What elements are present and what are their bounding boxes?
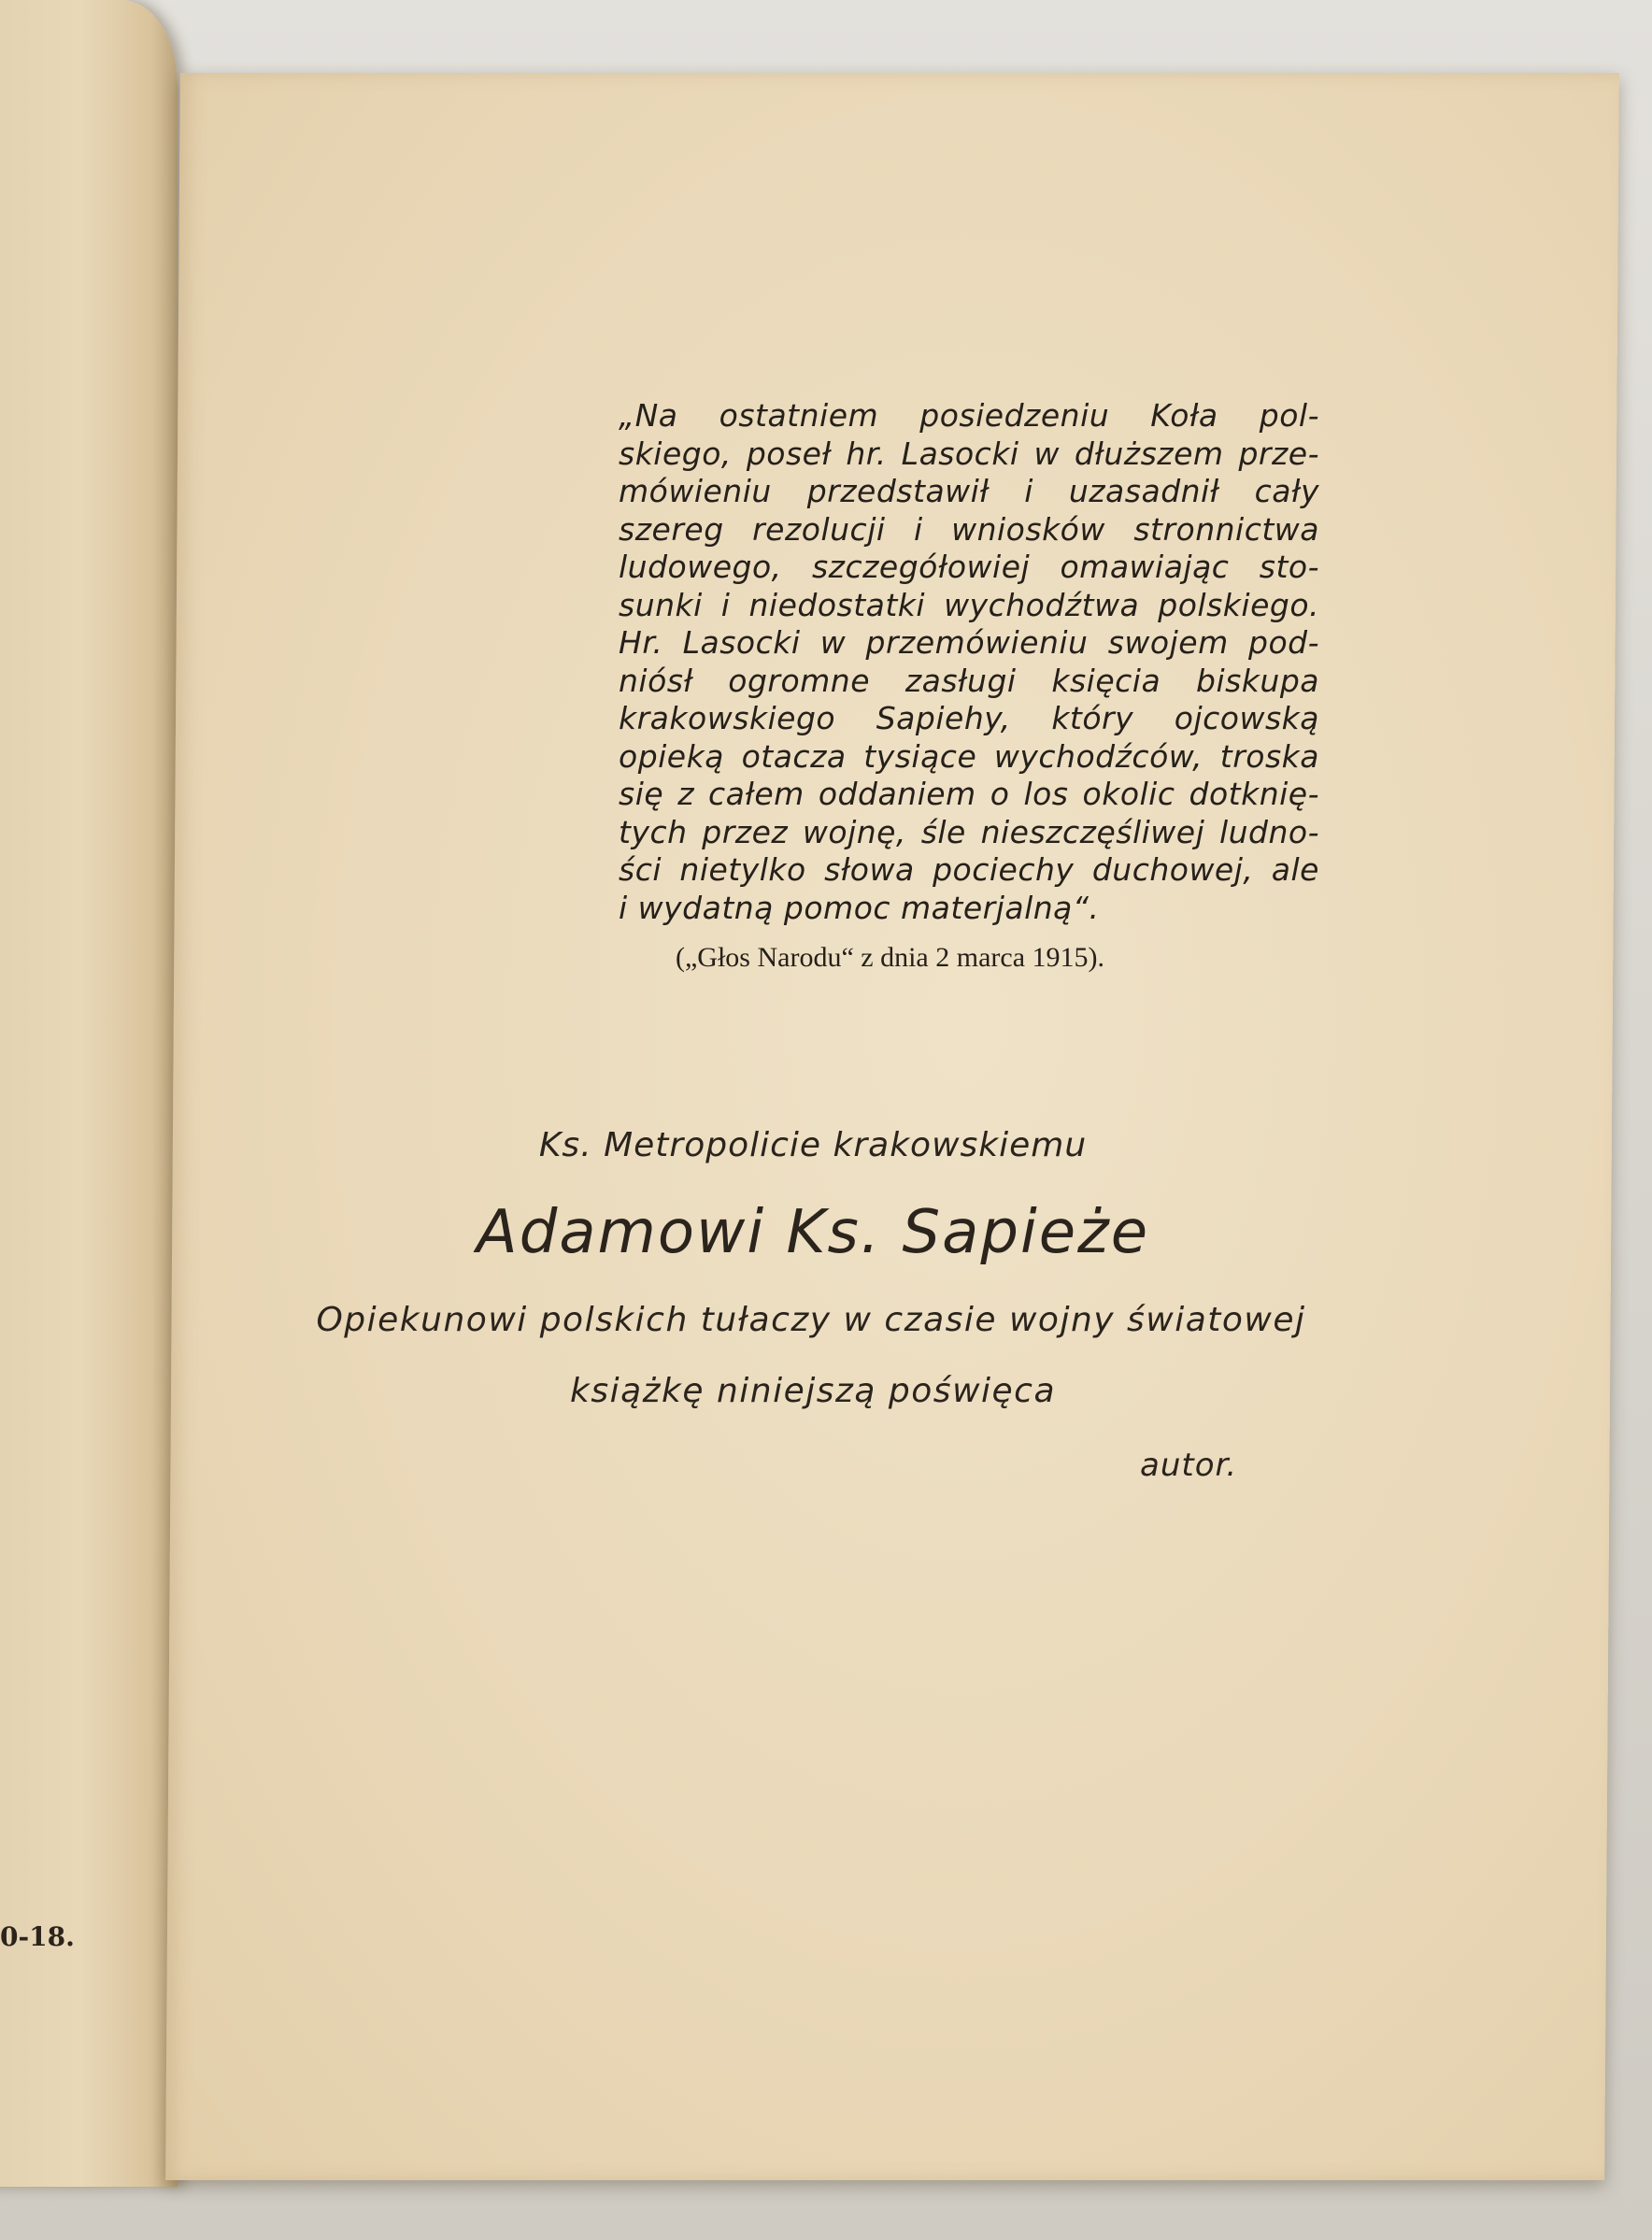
quote-line: opieką otacza tysiące wychodźców, troska <box>619 737 1319 775</box>
quote-line: mówieniu przedstawił i uzasadnił cały <box>619 473 1319 509</box>
quote-line: krakowskiego Sapiehy, który ojcowską <box>619 700 1319 736</box>
dedication-recipient-title: Ks. Metropolicie krakowskiemu <box>538 1126 1088 1164</box>
quote-source: („Głos Narodu“ z dnia 2 marca 1915). <box>676 942 1104 973</box>
quote-line: szereg rezolucji i wniosków stronnictwa <box>619 510 1319 548</box>
quote-block <box>619 397 1319 927</box>
quote-line: tych przez wojnę, śle nieszczęśliwej ludno- <box>619 813 1319 850</box>
quote-line: „Na ostatniem posiedzeniu Koła pol- <box>619 397 1319 434</box>
quote-line: i wydatną pomoc materjalną“. <box>619 889 1100 926</box>
quote-line: się z całem oddaniem o los okolic dotknię- <box>619 776 1319 812</box>
quote-line: Hr. Lasocki w przemówieniu swojem pod- <box>619 624 1319 661</box>
quote-line: skiego, poseł hr. Lasocki w dłuższem prze- <box>619 435 1319 472</box>
quote-line: niósł ogromne zasługi księcia biskupa <box>619 662 1319 699</box>
dedication-statement: książkę niniejszą poświęca <box>569 1372 1057 1410</box>
left-page-number: 0-18. <box>0 1921 75 1952</box>
dedication-description: Opiekunowi polskich tułaczy w czasie wojny światowej <box>316 1301 1306 1339</box>
quote-line: ści nietylko słowa pociechy duchowej, ale <box>619 851 1319 888</box>
quote-line: sunki i niedostatki wychodźtwa polskiego. <box>619 586 1319 623</box>
dedication-name: Adamowi Ks. Sapieże <box>476 1198 1150 1267</box>
left-page <box>0 0 178 2187</box>
quote-line: ludowego, szczegółowiej omawiając sto- <box>619 549 1319 585</box>
dedication-author: autor. <box>1140 1447 1238 1484</box>
